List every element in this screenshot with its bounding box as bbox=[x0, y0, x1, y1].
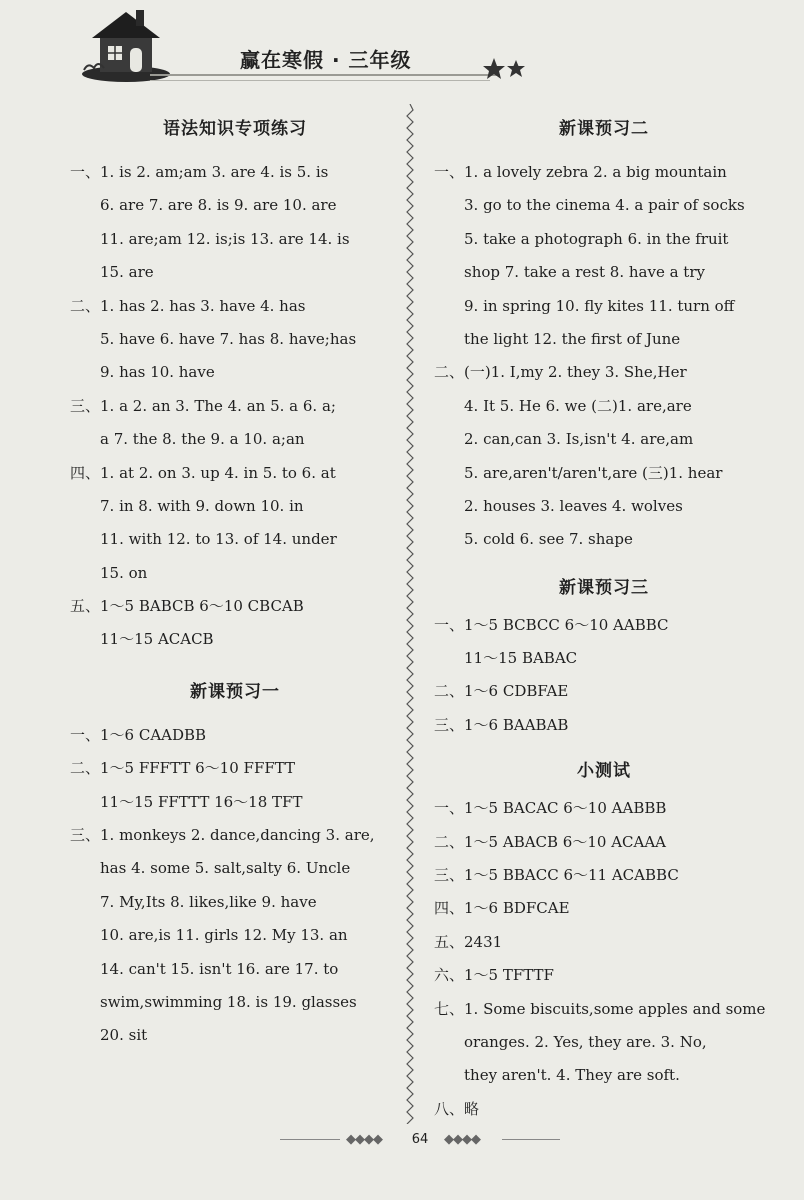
answer-line: 3. go to the cinema 4. a pair of socks bbox=[464, 196, 745, 215]
answer-line: 二、1. has 2. has 3. have 4. has bbox=[70, 296, 306, 315]
header-title: 赢在寒假 · 三年级 bbox=[240, 48, 412, 72]
answer-line: 一、1～5 BACAC 6～10 AABBB bbox=[434, 799, 667, 818]
section-title-preview-2: 新课预习二 bbox=[559, 119, 649, 139]
section-title-quiz: 小测试 bbox=[577, 761, 631, 782]
answer-line: 20. sit bbox=[100, 1026, 148, 1045]
section-title-preview-1: 新课预习一 bbox=[190, 681, 280, 702]
answer-line: 9. has 10. have bbox=[100, 363, 215, 382]
answer-line: 二、1～5 FFFTT 6～10 FFFTT bbox=[70, 759, 296, 778]
answer-line: 5. take a photograph 6. in the fruit bbox=[464, 229, 729, 248]
answer-line: 三、1～6 BAABAB bbox=[434, 715, 569, 734]
section-title-grammar: 语法知识专项练习 bbox=[163, 119, 307, 139]
answer-line: 2. can,can 3. Is,isn't 4. are,am bbox=[464, 430, 694, 449]
diamond-icon: ◆◆◆◆ bbox=[444, 1132, 480, 1147]
preview-2-answers bbox=[434, 156, 774, 557]
section-title-preview-3: 新课预习三 bbox=[559, 577, 649, 598]
diamond-icon: ◆◆◆◆ bbox=[346, 1132, 382, 1147]
answer-line: 三、1. a 2. an 3. The 4. an 5. a 6. a; bbox=[70, 396, 336, 415]
column-divider bbox=[406, 104, 414, 1124]
page-number: 64 bbox=[411, 1132, 429, 1147]
answer-line: 三、1. monkeys 2. dance,dancing 3. are, bbox=[70, 826, 375, 845]
answer-line: oranges. 2. Yes, they are. 3. No, bbox=[464, 1032, 707, 1051]
answer-line: 二、1～5 ABACB 6～10 ACAAA bbox=[434, 832, 667, 851]
answer-line: 2. houses 3. leaves 4. wolves bbox=[464, 496, 683, 515]
answer-line: 11～15 BABAC bbox=[464, 649, 578, 668]
answer-line: 9. in spring 10. fly kites 11. turn off bbox=[464, 296, 735, 315]
header-rule-thin bbox=[150, 80, 490, 81]
answer-line: 5. cold 6. see 7. shape bbox=[464, 530, 633, 549]
answer-line: 八、略 bbox=[434, 1099, 480, 1118]
answer-line: the light 12. the first of June bbox=[464, 329, 681, 348]
preview-1-answers bbox=[70, 719, 400, 1053]
answer-line: 14. can't 15. isn't 16. are 17. to bbox=[100, 959, 339, 978]
answer-line: 二、1～6 CDBFAE bbox=[434, 682, 569, 701]
answer-line: 六、1～5 TFTTF bbox=[434, 966, 554, 985]
page-footer bbox=[280, 1126, 560, 1154]
answer-line: 七、1. Some biscuits,some apples and some bbox=[434, 999, 766, 1018]
answer-line: 一、1. is 2. am;am 3. are 4. is 5. is bbox=[70, 163, 329, 181]
grammar-answers bbox=[70, 156, 400, 657]
footer-rule-left bbox=[280, 1139, 340, 1140]
answer-line: 五、1～5 BABCB 6～10 CBCAB bbox=[70, 597, 304, 616]
answer-line: 11～15 ACACB bbox=[100, 630, 214, 649]
answer-line: 7. My,Its 8. likes,like 9. have bbox=[100, 892, 317, 911]
answer-line: 三、1～5 BBACC 6～11 ACABBC bbox=[434, 866, 679, 885]
header-rule bbox=[150, 74, 500, 76]
left-column bbox=[70, 112, 400, 1053]
stars-icon bbox=[482, 54, 530, 84]
answer-line: a 7. the 8. the 9. a 10. a;an bbox=[100, 430, 305, 449]
answer-line: 7. in 8. with 9. down 10. in bbox=[100, 496, 304, 515]
answer-line: 10. are,is 11. girls 12. My 13. an bbox=[100, 926, 348, 945]
answer-line: swim,swimming 18. is 19. glasses bbox=[100, 992, 357, 1011]
answer-line: 五、2431 bbox=[434, 932, 503, 951]
answer-line: 四、1. at 2. on 3. up 4. in 5. to 6. at bbox=[70, 463, 336, 482]
answer-line: 11. are;am 12. is;is 13. are 14. is bbox=[100, 229, 350, 248]
house-icon bbox=[78, 4, 174, 84]
preview-3-answers bbox=[434, 609, 774, 743]
answer-line: 15. on bbox=[100, 563, 148, 582]
right-column bbox=[434, 112, 774, 1126]
answer-line: 5. are,aren't/aren't,are (三)1. hear bbox=[464, 463, 723, 482]
answer-line: shop 7. take a rest 8. have a try bbox=[464, 263, 705, 282]
answer-line: 11～15 FFTTT 16～18 TFT bbox=[100, 792, 303, 811]
answer-line: 11. with 12. to 13. of 14. under bbox=[100, 530, 337, 549]
footer-rule-right bbox=[502, 1139, 560, 1140]
answer-line: 15. are bbox=[100, 263, 154, 282]
answer-line: 一、1. a lovely zebra 2. a big mountain bbox=[434, 163, 727, 181]
answer-line: 4. It 5. He 6. we (二)1. are,are bbox=[464, 396, 692, 415]
answer-line: 四、1～6 BDFCAE bbox=[434, 899, 570, 918]
answer-line: 5. have 6. have 7. has 8. have;has bbox=[100, 329, 357, 348]
answer-line: 一、1～6 CAADBB bbox=[70, 725, 207, 744]
answer-line: they aren't. 4. They are soft. bbox=[464, 1066, 680, 1085]
answer-line: has 4. some 5. salt,salty 6. Uncle bbox=[100, 859, 351, 878]
answer-line: 6. are 7. are 8. is 9. are 10. are bbox=[100, 196, 337, 215]
answer-line: 一、1～5 BCBCC 6～10 AABBC bbox=[434, 615, 669, 634]
answer-line: 二、(一)1. I,my 2. they 3. She,Her bbox=[434, 363, 687, 382]
quiz-answers bbox=[434, 792, 774, 1126]
